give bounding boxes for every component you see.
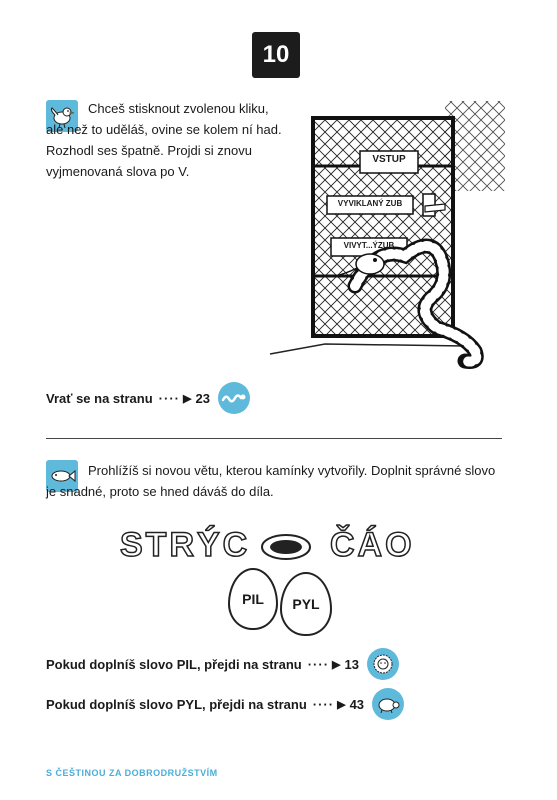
stones-word-right: ČÁO — [330, 526, 415, 564]
arrow-right-icon: ▶ — [332, 658, 341, 671]
arrow-right-icon: ▶ — [337, 698, 346, 711]
return-link-page: 23 — [195, 390, 210, 406]
option-pyl-label: Pokud doplníš slovo PYL, přejdi na stranu — [46, 696, 307, 712]
turtle-icon — [372, 688, 404, 720]
option-pyl-link[interactable] — [46, 688, 404, 720]
page-number: 10 — [252, 32, 300, 78]
option-pil-label: Pokud doplníš slovo PIL, přejdi na stranu — [46, 656, 302, 672]
stones-word-left: STRÝC — [120, 526, 251, 564]
egg-pil[interactable]: PIL — [228, 568, 278, 630]
footer-title: S ČEŠTINOU ZA DOBRODRUŽSTVÍM — [46, 768, 218, 778]
section2-text: Prohlížíš si novou větu, kterou kamínky vytvořily. Doplnit správné slovo je snadné, proto se hned dáváš do díla. — [46, 463, 496, 499]
section-divider — [46, 438, 502, 439]
section1-text: Chceš stisknout zvolenou kliku, ale než to uděláš, ovine se kolem ní had. Rozhodl ses špatně. Projdi si znovu vyjmenovaná slova po V. — [46, 101, 282, 179]
worm-icon — [218, 382, 250, 414]
return-link-label: Vrať se na stranu — [46, 390, 153, 406]
option-pyl-page: 43 — [349, 696, 365, 712]
stones-sentence — [120, 522, 440, 572]
dots: ···· — [312, 696, 335, 712]
arrow-right-icon: ▶ — [183, 392, 192, 405]
sign-vyviklany-zub: VYVIKLANÝ ZUB — [337, 199, 403, 208]
sign-vivyt: VIVYT...ÝZUB — [343, 241, 395, 250]
option-pil-page: 13 — [344, 656, 359, 672]
lion-icon — [367, 648, 399, 680]
hole-icon — [260, 532, 312, 562]
sign-vstup: VSTUP — [372, 154, 406, 165]
dots: ···· — [158, 390, 180, 406]
gate-snake-illustration — [265, 96, 515, 381]
egg-pyl[interactable]: PYL — [280, 572, 332, 636]
option-pil-link[interactable] — [46, 648, 399, 680]
return-link[interactable] — [46, 382, 250, 414]
dots: ···· — [307, 656, 330, 672]
